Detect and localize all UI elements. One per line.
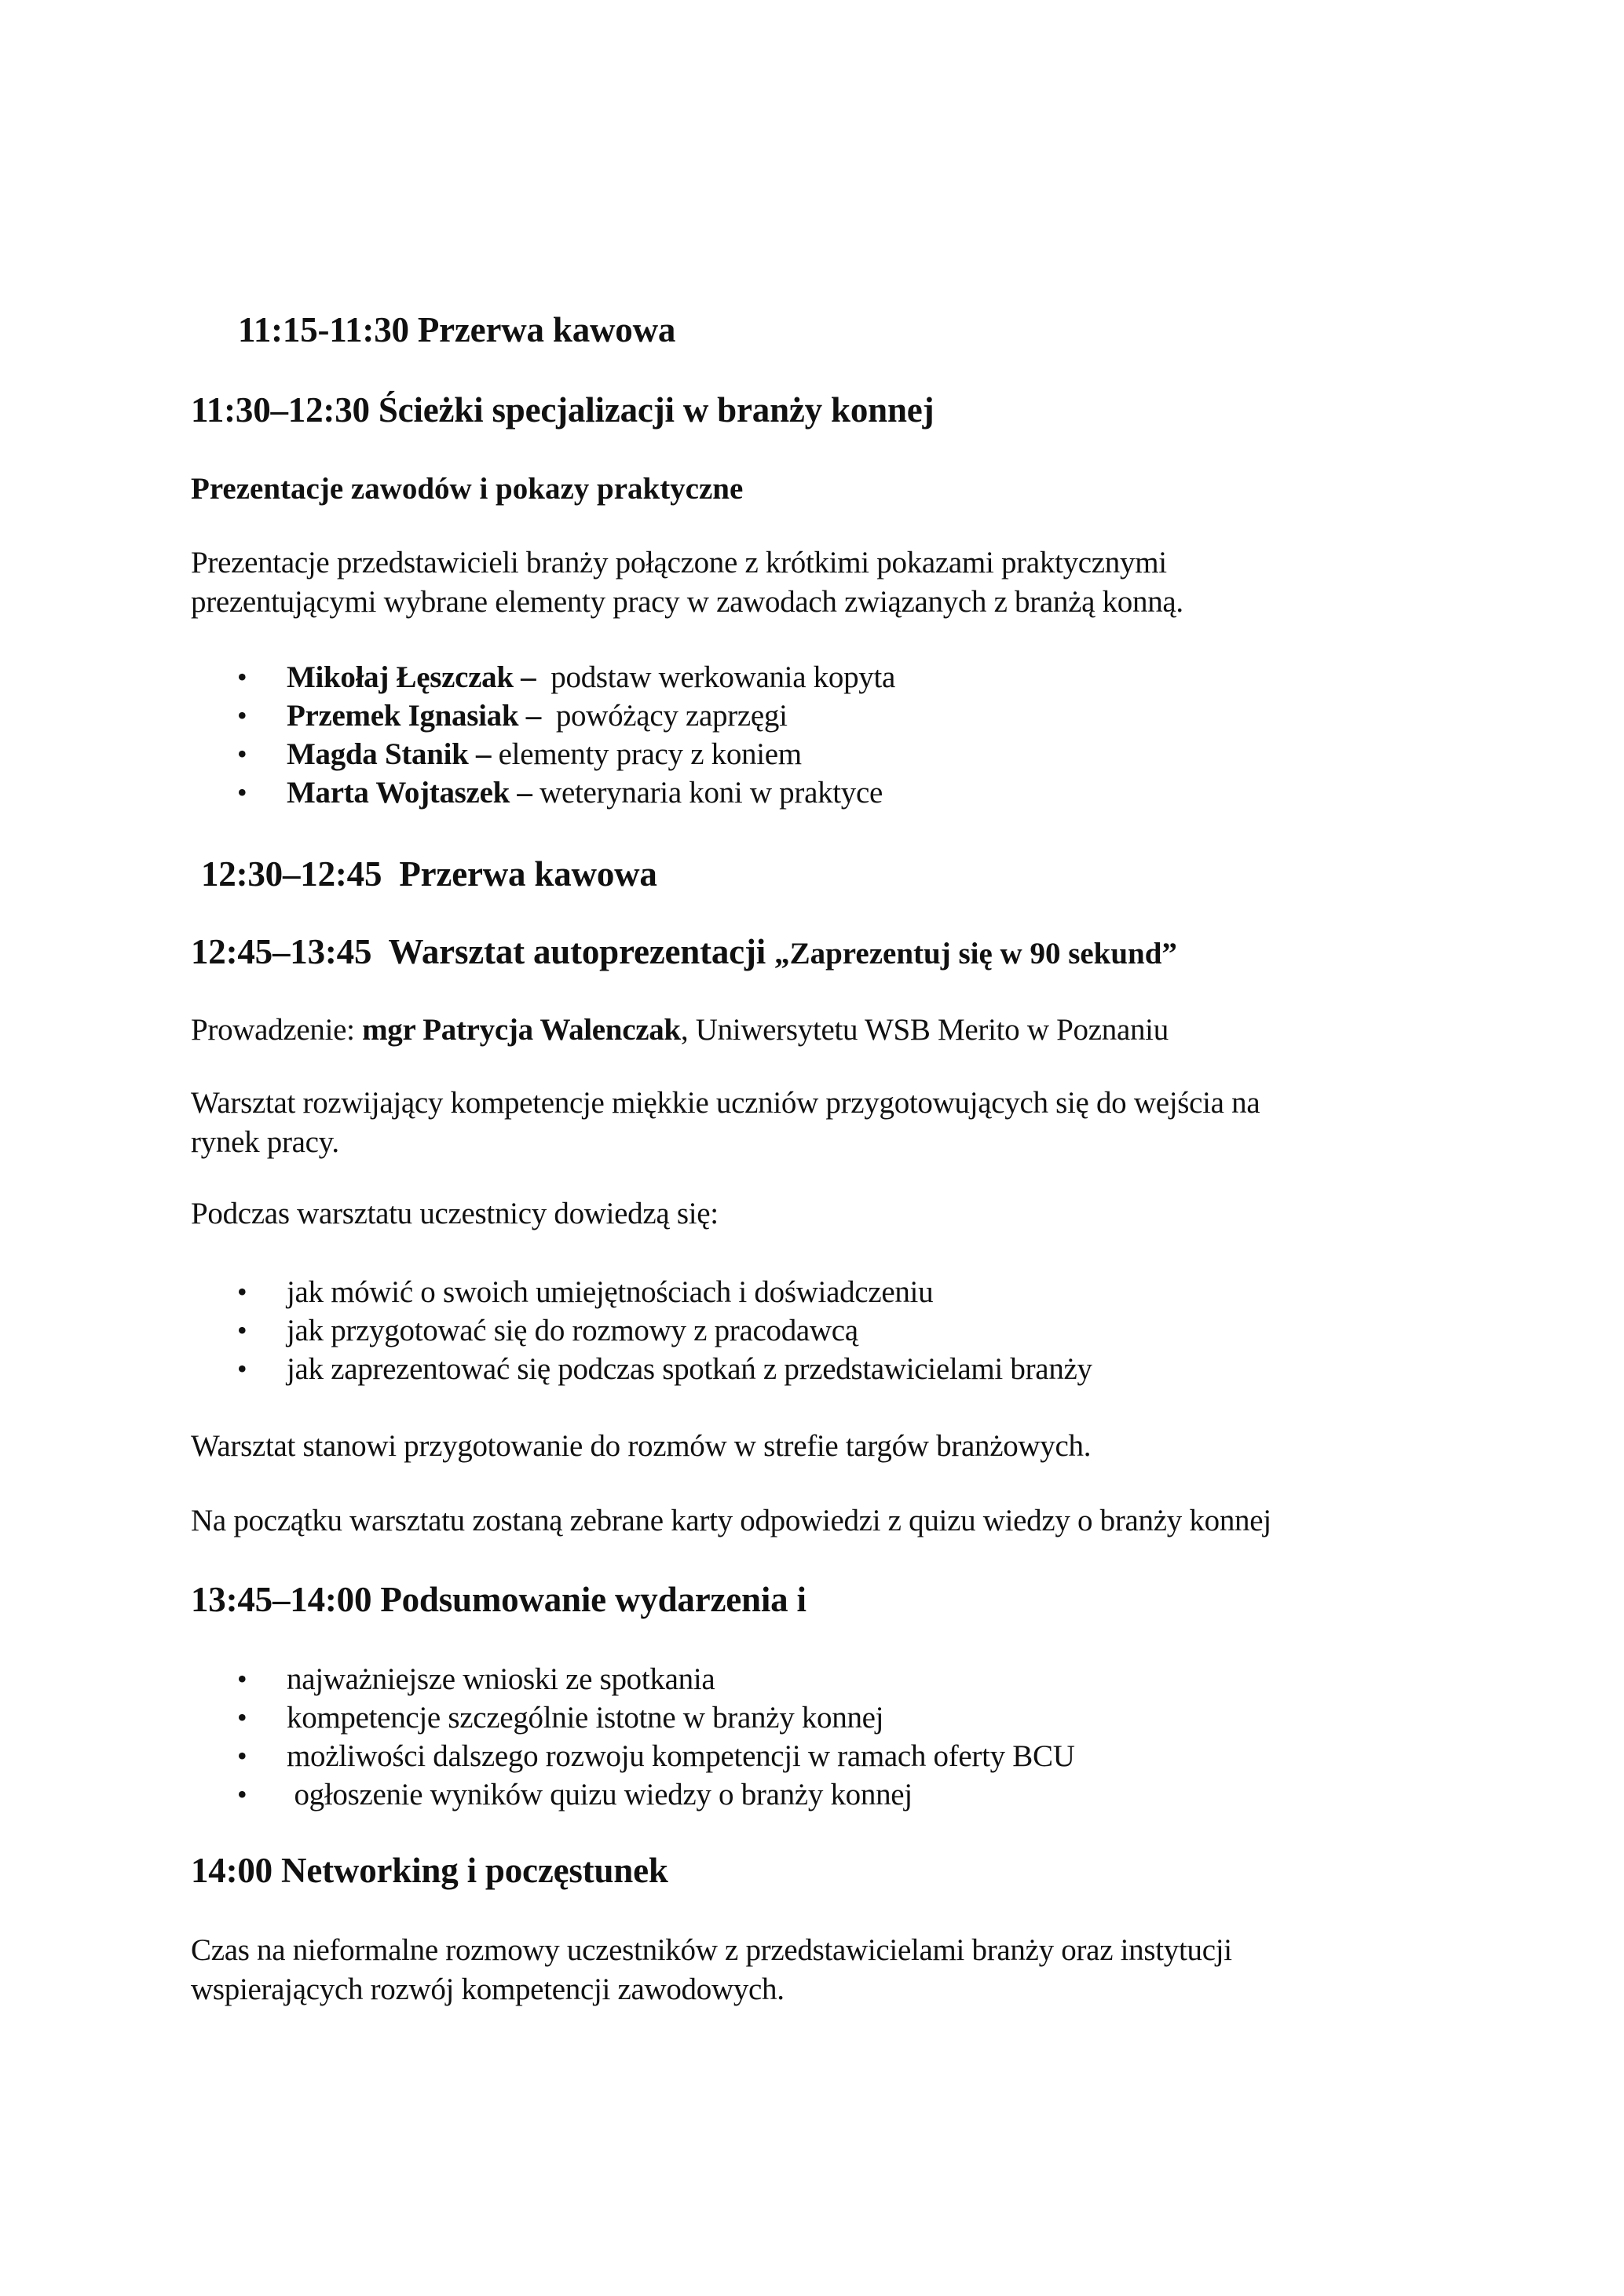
workshop-point [191, 1350, 1092, 1388]
speaker-separator: – [513, 660, 551, 694]
speaker-item [191, 773, 895, 812]
speaker-topic: elementy pracy z koniem [498, 737, 802, 771]
paths-subheading: Prezentacje zawodów i pokazy praktyczne [191, 472, 744, 506]
summary-point-text: kompetencje szczególnie istotne w branży konnej [287, 1701, 884, 1735]
summary-point [191, 1775, 1075, 1814]
speaker-separator: – [509, 776, 540, 810]
bullet-icon: • [237, 661, 247, 693]
bullet-icon: • [237, 1314, 247, 1346]
bullet-icon: • [237, 1740, 247, 1771]
speaker-item [191, 735, 895, 773]
paths-description-line: prezentującymi wybrane elementy pracy w zawodach związanych z branżą konną. [191, 585, 1183, 619]
bullet-icon: • [237, 1702, 247, 1733]
summary-point-text: możliwości dalszego rozwoju kompetencji w ramach oferty BCU [287, 1739, 1075, 1773]
speaker-topic: podstaw werkowania kopyta [550, 660, 896, 694]
networking-description-line: wspierających rozwój kompetencji zawodowych. [191, 1972, 785, 2006]
speakers-list [191, 658, 895, 812]
workshop-description-line: rynek pracy. [191, 1125, 339, 1159]
workshop-lead-label: Prowadzenie: [191, 1013, 363, 1047]
bullet-icon: • [237, 738, 247, 770]
speaker-name: Mikołaj Łęszczak [287, 660, 514, 694]
workshop-point-text: jak mówić o swoich umiejętnościach i doświadczeniu [287, 1275, 934, 1309]
bullet-icon: • [237, 1276, 247, 1307]
workshop-points-list [191, 1273, 1092, 1388]
workshop-point [191, 1273, 1092, 1311]
paths-description [191, 543, 1183, 622]
workshop-lead-name: mgr Patrycja Walenczak [362, 1013, 681, 1047]
speaker-topic: powóżący zaprzęgi [555, 699, 788, 733]
summary-point-text: ogłoszenie wyników quizu wiedzy o branży konnej [287, 1778, 913, 1812]
summary-point [191, 1737, 1075, 1775]
networking-description [191, 1931, 1232, 2009]
workshop-lead [191, 1011, 1169, 1050]
paths-heading: 11:30–12:30 Ścieżki specjalizacji w branży konnej [191, 390, 935, 430]
summary-point [191, 1698, 1075, 1737]
workshop-lead-org: , Uniwersytetu WSB Merito w Poznaniu [680, 1013, 1169, 1047]
networking-heading: 14:00 Networking i poczęstunek [191, 1851, 668, 1890]
bullet-icon: • [237, 1663, 247, 1695]
workshop-heading [191, 934, 1177, 970]
workshop-description-line: Warsztat rozwijający kompetencje miękkie uczniów przygotowujących się do wejścia na [191, 1086, 1260, 1120]
bullet-icon: • [237, 700, 247, 731]
bullet-icon: • [237, 777, 247, 808]
bullet-icon: • [237, 1779, 247, 1810]
summary-point-text: najważniejsze wnioski ze spotkania [287, 1662, 715, 1696]
speaker-item [191, 696, 895, 735]
break-1-heading: 11:15-11:30 Przerwa kawowa [238, 310, 676, 349]
networking-description-line: Czas na nieformalne rozmowy uczestników z przedstawicielami branży oraz instytucji [191, 1933, 1232, 1967]
workshop-heading-main: 12:45–13:45 Warsztat autoprezentacji [191, 932, 775, 971]
workshop-point-text: jak przygotować się do rozmowy z pracodawcą [287, 1314, 858, 1347]
workshop-heading-quote: „Zaprezentuj się w 90 sekund” [774, 937, 1177, 971]
summary-points-list [191, 1660, 1075, 1814]
summary-point [191, 1660, 1075, 1698]
speaker-separator: – [468, 737, 499, 771]
workshop-note-2: Na początku warsztatu zostaną zebrane karty odpowiedzi z quizu wiedzy o branży konnej [191, 1504, 1271, 1537]
paths-description-line: Prezentacje przedstawicieli branży połączone z krótkimi pokazami praktycznymi [191, 546, 1167, 579]
break-2-heading: 12:30–12:45 Przerwa kawowa [201, 854, 657, 894]
workshop-intro: Podczas warsztatu uczestnicy dowiedzą się: [191, 1197, 719, 1230]
speaker-separator: – [518, 699, 556, 733]
speaker-topic: weterynaria koni w praktyce [540, 776, 883, 810]
workshop-point-text: jak zaprezentować się podczas spotkań z przedstawicielami branży [287, 1352, 1092, 1386]
bullet-icon: • [237, 1353, 247, 1384]
speaker-name: Magda Stanik [287, 737, 469, 771]
speaker-name: Marta Wojtaszek [287, 776, 510, 810]
workshop-description [191, 1084, 1260, 1162]
workshop-point [191, 1311, 1092, 1350]
workshop-note-1: Warsztat stanowi przygotowanie do rozmów w strefie targów branżowych. [191, 1429, 1092, 1463]
speaker-name: Przemek Ignasiak [287, 699, 519, 733]
speaker-item [191, 658, 895, 696]
summary-heading: 13:45–14:00 Podsumowanie wydarzenia i [191, 1580, 807, 1619]
